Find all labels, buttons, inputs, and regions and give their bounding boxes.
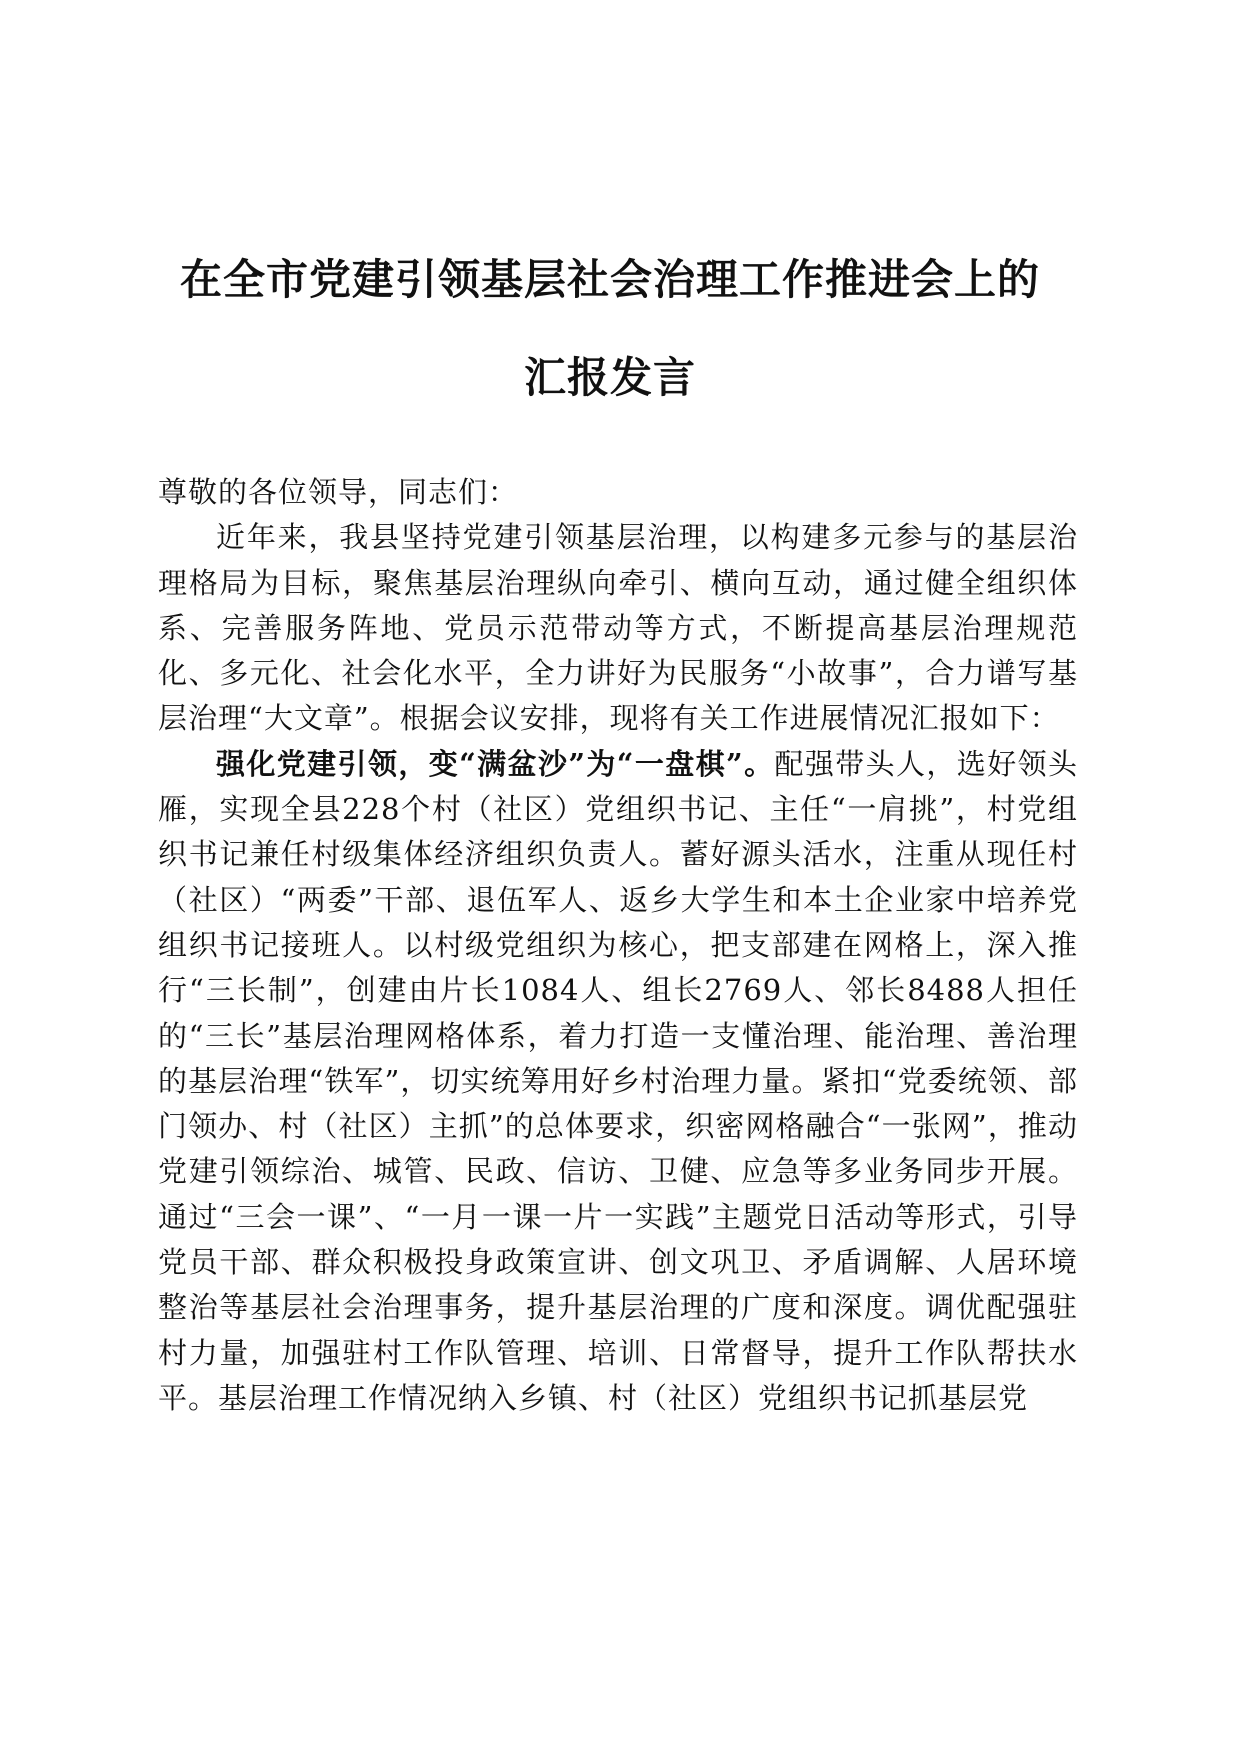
salutation: 尊敬的各位领导，同志们：	[158, 475, 519, 509]
paragraph-section-1-heading: 强化党建引领，变“满盆沙”为“一盘棋”。	[216, 746, 775, 781]
document-body	[158, 470, 1078, 1421]
paragraph-intro: 近年来，我县坚持党建引领基层治理，以构建多元参与的基层治理格局为目标，聚焦基层治理纵向牵引、横向互动，通过健全组织体系、完善服务阵地、党员示范带动等方式，不断提高基层治理规范化、多元化、社会化水平，全力讲好为民服务“小故事”，合力谱写基层治理“大文章”。根据会议安排，现将有关工作进展情况汇报如下：	[158, 520, 1078, 736]
paragraph-section-1	[158, 742, 1078, 1421]
paragraph-section-1-text: 配强带头人，选好领头雁，实现全县228个村（社区）党组织书记、主任“一肩挑”，村党组织书记兼任村级集体经济组织负责人。蓄好源头活水，注重从现任村（社区）“两委”干部、退伍军人、返乡大学生和本土企业家中培养党组织书记接班人。以村级党组织为核心，把支部建在网格上，深入推行“三长制”，创建由片长1084人、组长2769人、邻长8488人担任的“三长”基层治理网格体系，着力打造一支懂治理、能治理、善治理的基层治理“铁军”，切实统筹用好乡村治理力量。紧扣“党委统领、部门领办、村（社区）主抓”的总体要求，织密网格融合“一张网”，推动党建引领综治、城管、民政、信访、卫健、应急等多业务同步开展。通过“三会一课”、“一月一课一片一实践”主题党日活动等形式，引导党员干部、群众积极投身政策宣讲、创文巩卫、矛盾调解、人居环境整治等基层社会治理事务，提升基层治理的广度和深度。调优配强驻村力量，加强驻村工作队管理、培训、日常督导，提升工作队帮扶水平。基层治理工作情况纳入乡镇、村（社区）党组织书记抓基层党	[158, 746, 1078, 1415]
document-title-line1: 在全市党建引领基层社会治理工作推进会上的	[179, 255, 1040, 304]
document-title-line2: 汇报发言	[523, 353, 696, 402]
